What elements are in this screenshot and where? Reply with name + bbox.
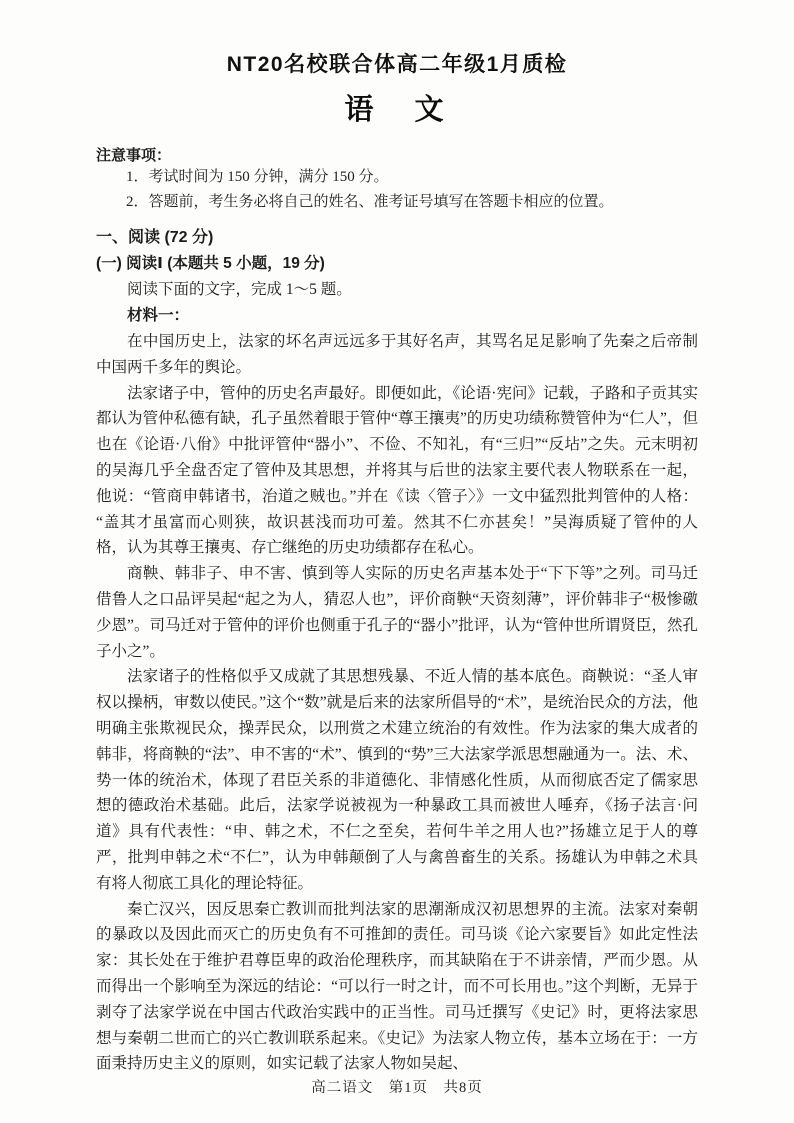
passage-paragraph: 在中国历史上，法家的坏名声远远多于其好名声，其骂名足足影响了先秦之后帝制中国两千多年的舆论。 [96, 333, 698, 376]
exam-title: NT20名校联合体高二年级1月质检 [226, 53, 568, 76]
passage-paragraph: 商鞅、韩非子、申不害、慎到等人实际的历史名声基本处于“下下等”之列。司马迁借鲁人之口品评吴起“起之为人，猜忍人也”，评价商鞅“天资刻薄”，评价韩非子“极惨礉少恩”。司马迁对于管仲的评价也侧重于孔子的“器小”批评，认为“管仲世所谓贤臣，然孔子小之”。 [96, 565, 698, 660]
page-footer: 高二语文 第1页 共8页 [311, 1080, 483, 1096]
section-heading-reading: 一、阅读 (72 分) [96, 229, 214, 246]
notice-list [96, 165, 698, 215]
passage-body [96, 329, 698, 1077]
notice-item: 1．考试时间为 150 分钟，满分 150 分。 [126, 169, 389, 185]
passage-paragraph: 法家诸子的性格似乎又成就了其思想残暴、不近人情的基本底色。商鞅说：“圣人审权以操柄，审数以使民。”这个“数”就是后来的法家所倡导的“术”，是统治民众的方法，他明确主张欺视民众，操弄民众，以刑赏之术建立统治的有效性。作为法家的集大成者的韩非，将商鞅的“法”、申不害的“术”、慎到的“势”三大法家学派思想融通为一。法、术、势一体的统治术，体现了君臣关系的非道德化、非情感化性质，从而彻底否定了儒家思想的德政治术基础。此后，法家学说被视为一种暴政工具而被世人唾弃，《扬子法言·问道》具有代表性：“申、韩之术，不仁之至矣，若何牛羊之用人也?”扬雄立足于人的尊严，批判申韩之术“不仁”，认为申韩颠倒了人与禽兽畜生的关系。扬雄认为申韩之术具有将人彻底工具化的理论特征。 [96, 668, 698, 892]
reading-instruction: 阅读下面的文字，完成 1～5 题。 [127, 281, 352, 298]
passage-paragraph: 法家诸子中，管仲的历史名声最好。即便如此，《论语·宪问》记载，子路和子贡其实都认为管仲私德有缺，孔子虽然着眼于管仲“尊王攘夷”的历史功绩称赞管仲为“仁人”，但也在《论语·八佾》中批评管仲“器小”、不俭、不知礼，有“三归”“反坫”之失。元末明初的吴海几乎全盘否定了管仲及其思想，并将其与后世的法家主要代表人物联系在一起，他说：“管商申韩诸书，治道之贼也。”并在《读〈管子〉》一文中猛烈批判管仲的人格：“盖其才虽富而心则狭，故识甚浅而功可羞。然其不仁亦甚矣！”吴海质疑了管仲的人格，认为其尊王攘夷、存亡继绝的历史功绩都存在私心。 [96, 384, 698, 557]
passage-paragraph: 秦亡汉兴，因反思秦亡教训而批判法家的思潮渐成汉初思想界的主流。法家对秦朝的暴政以及因此而灭亡的历史负有不可推卸的责任。司马谈《论六家要旨》如此定性法家：其长处在于维护君尊臣卑的政治伦理秩序，而其缺陷在于不讲亲情，严而少恩。从而得出一个影响至为深远的结论：“可以行一时之计，而不可长用也。”这个判断，无异于剥夺了法家学说在中国古代政治实践中的正当性。司马迁撰写《史记》时，更将法家思想与秦朝二世而亡的兴亡教训联系起来。《史记》为法家人物立传，基本立场在于：一方面秉持历史主义的原则，如实记载了法家人物如吴起、 [96, 900, 698, 1073]
subsection-heading-reading-1: (一) 阅读Ⅰ (本题共 5 小题，19 分) [96, 255, 325, 272]
notice-item: 2．答题前，考生务必将自己的姓名、准考证号填写在答题卡相应的位置。 [126, 194, 614, 210]
material-one-label: 材料一： [127, 307, 190, 324]
notice-header: 注意事项： [96, 147, 172, 164]
exam-subject: 语 文 [344, 94, 450, 126]
